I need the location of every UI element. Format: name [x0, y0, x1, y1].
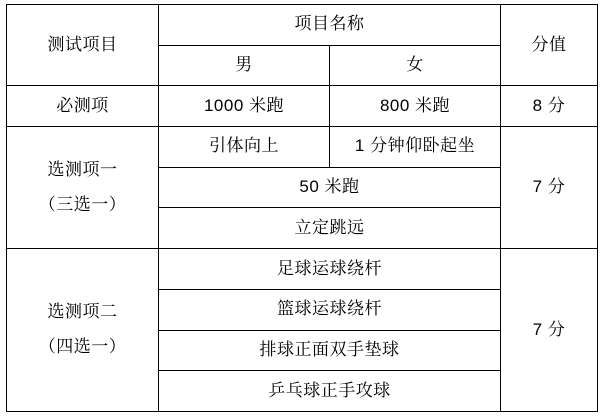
category-optional-two-line1: 选测项二 [47, 302, 118, 322]
required-female-event: 800 米跑 [330, 86, 501, 127]
header-score: 分值 [501, 5, 598, 86]
optional-one-female-event: 1 分钟仰卧起坐 [330, 127, 501, 168]
table-row-optional-two-a [7, 249, 598, 290]
optional-two-event-table-tennis: 乒乓球正手攻球 [159, 371, 501, 412]
category-optional-two [7, 249, 159, 412]
optional-one-event-50m: 50 米跑 [159, 167, 501, 208]
category-optional-two-line2: （四选一） [38, 337, 127, 357]
table-row-optional-one-a [7, 127, 598, 168]
header-project-name: 项目名称 [159, 5, 501, 46]
optional-two-score: 7 分 [501, 249, 598, 412]
category-optional-one-line1: 选测项一 [47, 159, 118, 179]
category-required: 必测项 [7, 86, 159, 127]
table-row-required [7, 86, 598, 127]
header-female: 女 [330, 45, 501, 86]
category-optional-one-line2: （三选一） [38, 194, 127, 214]
optional-two-event-basketball: 篮球运球绕杆 [159, 289, 501, 330]
physical-test-items-table [6, 4, 598, 412]
optional-one-score: 7 分 [501, 127, 598, 249]
optional-two-event-volleyball: 排球正面双手垫球 [159, 330, 501, 371]
optional-one-event-standing-jump: 立定跳远 [159, 208, 501, 249]
optional-two-event-football: 足球运球绕杆 [159, 249, 501, 290]
optional-one-male-event: 引体向上 [159, 127, 330, 168]
table-header-row-1 [7, 5, 598, 46]
required-male-event: 1000 米跑 [159, 86, 330, 127]
header-male: 男 [159, 45, 330, 86]
required-score: 8 分 [501, 86, 598, 127]
header-test-item: 测试项目 [7, 5, 159, 86]
category-optional-one [7, 127, 159, 249]
